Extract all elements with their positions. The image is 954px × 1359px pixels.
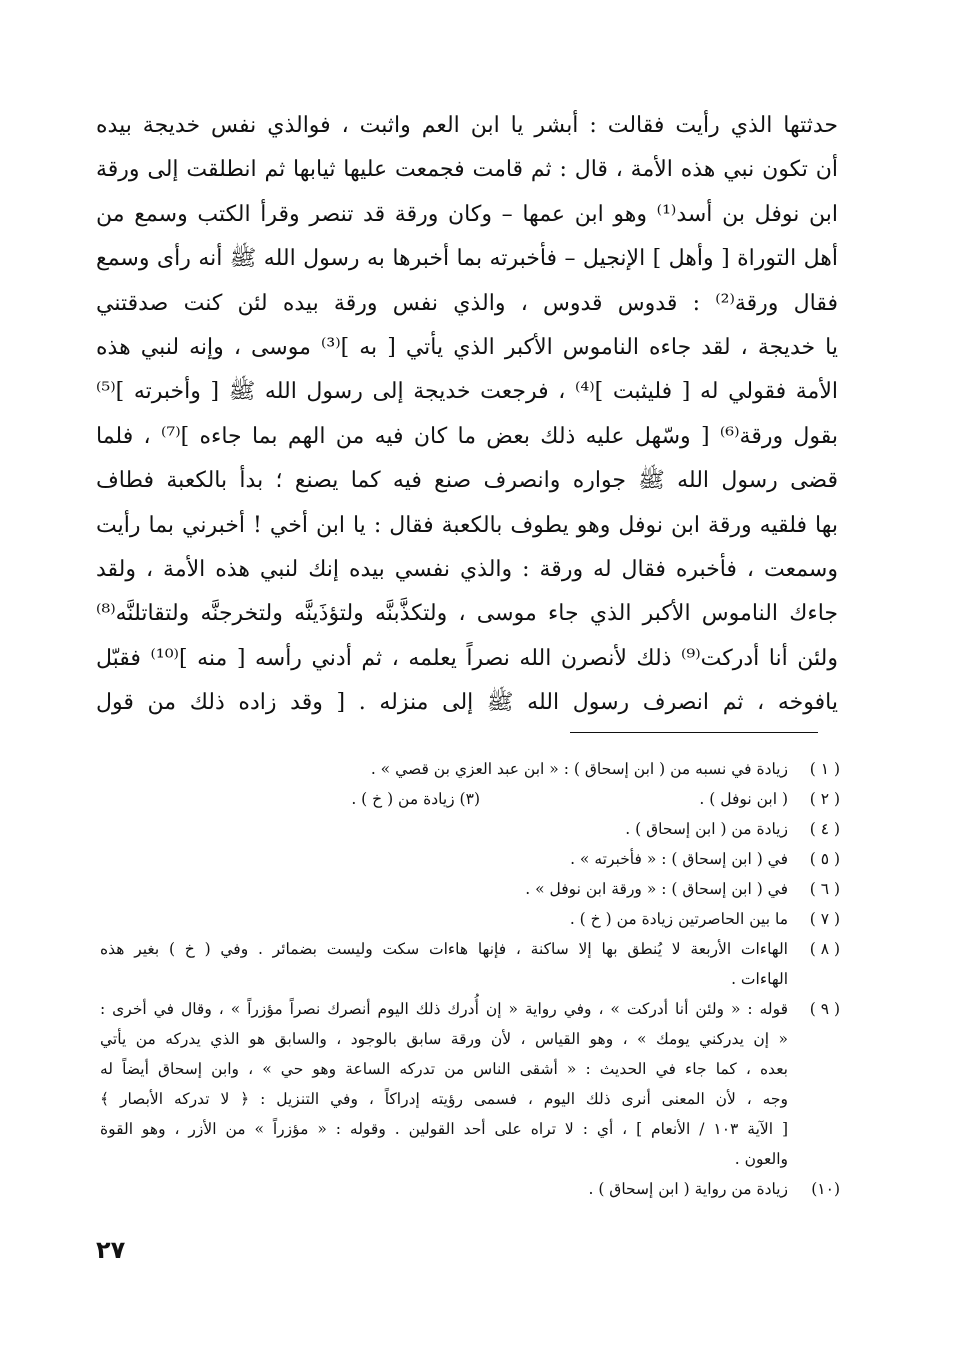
footnote-number: ( ٢ ) xyxy=(809,790,840,808)
footnote-number: ( ٤ ) xyxy=(809,820,840,838)
footnote-line: بعده ، كما جاء في الحديث : « أشقى الناس من تدركه الساعة وهو حي » ، وابن إسحاق أيضاً له xyxy=(100,1060,788,1078)
footnote-inline: (٣) زيادة من ( خ ) . xyxy=(351,790,480,808)
text-line: يا خديجة ، لقد جاءه الناموس الأكبر الذي يأتي [ به ]⁽³⁾ موسى ، وإنه لنبي هذه xyxy=(96,334,838,360)
footnote-line: الهاءات الأربعة لا يُنطق بها إلا ساكنة ، فإنها هاءات سكت وليست بضمائر . وفي ( خ ) بغير هذه xyxy=(100,940,788,958)
text-line: أن تكون نبي هذه الأمة ، قال : ثم قامت فجمعت عليها ثيابها ثم انطلقت إلى ورقة xyxy=(96,157,838,183)
footnote-text xyxy=(100,844,788,874)
footnote-line: والعون . xyxy=(734,1150,788,1168)
footnote-line: قوله : « ولئن أنا أدركت » ، وفي رواية « إن أُدرك ذلك اليوم أنصرك نصراً مؤزراً » ، وقال في أخرى : xyxy=(100,1000,788,1018)
text-line: بقول ورقة⁽⁶⁾ [ وسّهل عليه ذلك بعض ما كان فيه من الهم بما جاءه ]⁽⁷⁾ ، فلما xyxy=(96,423,838,449)
footnote-text xyxy=(100,754,788,784)
footnote-number: ( ٦ ) xyxy=(809,880,840,898)
footnote xyxy=(100,904,840,934)
text-line: ولئن أنا أدركت⁽⁹⁾ ذلك لأنصرن الله نصراً يعلمه ، ثم أدني رأسه [ منه ]⁽¹⁰⁾ فقبّل xyxy=(96,645,838,671)
footnote-text xyxy=(100,934,788,994)
footnote-line: ( ابن نوفل ) . xyxy=(699,790,788,808)
footnote-line: وجه ، لأن المعنى أنرى ذلك اليوم ، فسمى رؤيته إدراكاً ، وفي التنزيل : ﴿ لا تدركه الأبصار ﴾ xyxy=(100,1090,788,1108)
footnote-line: زيادة من رواية ( ابن إسحاق ) . xyxy=(588,1180,788,1198)
main-text xyxy=(96,104,838,725)
footnote-number: (١٠) xyxy=(811,1180,840,1198)
footnote-line: الهاءات . xyxy=(731,970,788,988)
text-line: أهل التوراة [ وأهل ] الإنجيل – فأخبرته بما أخبرها به رسول الله ﷺ أنه رأى وسمع xyxy=(96,246,838,272)
text-line: الأمة فقولي له [ فليثبت ]⁽⁴⁾ ، فرجعت خديجة إلى رسول الله ﷺ [ وأخبرته ]⁽⁵⁾ xyxy=(96,379,838,405)
footnote xyxy=(100,874,840,904)
footnote-separator xyxy=(570,732,818,733)
footnote-line: [ الآية ١٠٣ / الأنعام ] ، أي : لا تراه على أحد القولين . وقوله : « مؤزراً » من الأزر ، وهو القوة xyxy=(100,1120,789,1138)
footnote-number: ( ١ ) xyxy=(809,760,840,778)
footnote-line: ما بين الحاصرتين زيادة من ( خ ) . xyxy=(569,910,788,928)
footnotes xyxy=(100,754,840,1204)
text-line: فقال ورقة⁽²⁾ : قدوس قدوس ، والذي نفس ورقة بيده لئن كنت صدقتني xyxy=(96,290,838,316)
footnote xyxy=(100,814,840,844)
text-line: جاءك الناموس الأكبر الذي جاء موسى ، ولتكذَّبنَّه ولتؤذَينَّه ولتخرجنَّه ولتقاتلنَّه⁽⁸⁾ xyxy=(96,601,838,627)
text-line: حدثتها الذي رأيت فقالت : أبشر يا ابن العم واثبت ، فوالذي نفس خديجة بيده xyxy=(96,113,838,138)
footnote-text xyxy=(100,904,788,934)
text-line: يافوخه ، ثم انصرف رسول الله ﷺ إلى منزله . [ وقد زاده ذلك من قول xyxy=(96,690,838,716)
text-line: وسمعت ، فأخبره فقال له ورقة : والذي نفسي بيده إنك لنبي هذه الأمة ، ولقد xyxy=(96,556,838,582)
footnote-line: زيادة من ( ابن إسحاق ) . xyxy=(625,820,788,838)
footnote xyxy=(100,754,840,784)
footnote-line: زيادة في نسبه من ( ابن إسحاق ) : « ابن عبد العزي بن قصي » . xyxy=(370,760,788,778)
text-line: ابن نوفل بن أسد⁽¹⁾ وهو ابن عمها – وكان ورقة قد تنصر وقرأ الكتب وسمع من xyxy=(96,201,838,227)
footnote-line: « إن يدركني يومك » ، وهو القياس ، لأن ورقة سابق بالوجود ، والسابق هو الذي يدركه من يأتي xyxy=(100,1030,788,1048)
footnote-number: ( ٨ ) xyxy=(809,940,840,958)
footnote-text xyxy=(100,874,788,904)
footnote xyxy=(100,934,840,994)
text-line: بها فلقيه ورقة ابن نوفل وهو يطوف بالكعبة فقال : يا ابن أخي ! أخبرني بما رأيت xyxy=(96,512,838,538)
page-number: ٢٧ xyxy=(96,1236,126,1264)
footnote-text xyxy=(100,1174,788,1204)
footnote-number: ( ٥ ) xyxy=(809,850,840,868)
footnote-number: ( ٩ ) xyxy=(809,1000,840,1018)
footnote-text xyxy=(100,994,788,1174)
text-line: قضى رسول الله ﷺ جواره وانصرف صنع فيه كما يصنع ؛ بدأ بالكعبة فطاف xyxy=(96,468,838,494)
footnote xyxy=(100,844,840,874)
footnote-text xyxy=(100,814,788,844)
footnote-line: في ( ابن إسحاق ) : « فأخبرته » . xyxy=(570,850,788,868)
footnote-number: ( ٧ ) xyxy=(809,910,840,928)
footnote xyxy=(100,1174,840,1204)
footnote xyxy=(100,994,840,1174)
footnote xyxy=(100,784,840,814)
footnote-line: في ( ابن إسحاق ) : « ورقة ابن نوفل » . xyxy=(525,880,788,898)
